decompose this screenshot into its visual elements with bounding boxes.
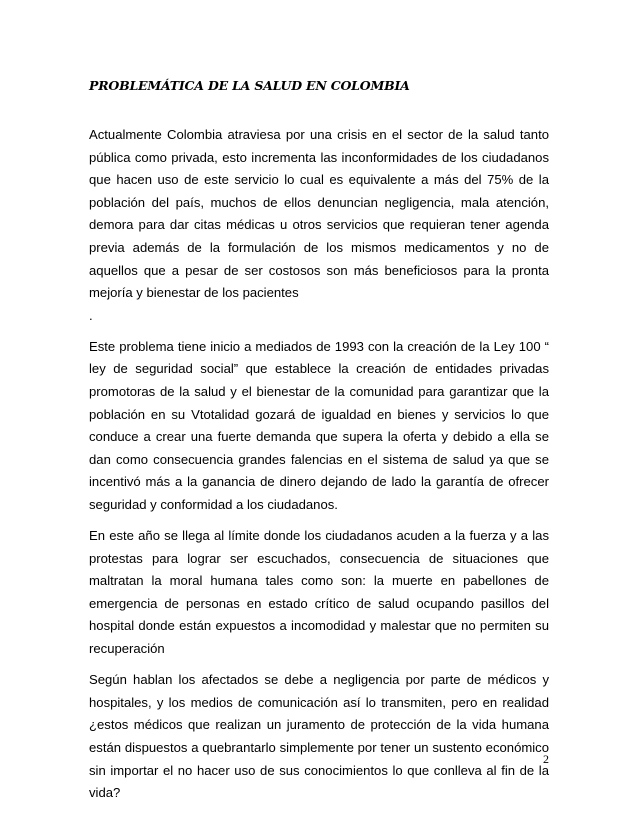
document-title: PROBLEMÁTICA DE LA SALUD EN COLOMBIA: [89, 78, 410, 93]
paragraph-2: Este problema tiene inicio a mediados de 1993 con la creación de la Ley 100 “ ley de seguridad social” que establece la creación de entidades privadas promotoras de la salud y el bienestar de la comunidad para garantizar que la población en su Vtotalidad gozará de igualdad en bienes y servicios lo que conduce a crear una fuerte demanda que supera la oferta y debido a ella se dan como consecuencia grandes falencias en el sistema de salud ya que se incentivó más a la ganancia de dinero dejando de lado la garantía de ofrecer seguridad y conformidad a los ciudadanos.: [89, 338, 549, 512]
paragraph-3: En este año se llega al límite donde los ciudadanos acuden a la fuerza y a las protestas para lograr ser escuchados, consecuencia de situaciones que maltratan la moral humana tales como son: la muerte en pabellones de emergencia de personas en estado crítico de salud ocupando pasillos del hospital donde están expuestos a incomodidad y malestar que no permiten su recuperación: [89, 528, 549, 657]
document-body: [89, 124, 549, 813]
paragraph-4: Según hablan los afectados se debe a negligencia por parte de médicos y hospitales, y los medios de comunicación así lo transmiten, pero en realidad ¿estos médicos que realizan un juramento de protección de la vida humana están dispuestos a quebrantarlo simplemente por tener un sustento económico sin importar el no hacer uso de sus conocimientos lo que conlleva al fin de la vida?: [89, 672, 549, 801]
paragraph-1: Actualmente Colombia atraviesa por una crisis en el sector de la salud tanto pública como privada, esto incrementa las inconformidades de los ciudadanos que hacen uso de este servicio lo cual es equivalente a más del 75% de la población del país, muchos de ellos denuncian negligencia, mala atención, demora para dar citas médicas u otros servicios que requieran tener agenda previa además de la formulación de los mismos medicamentos y no de aquellos que a pesar de ser costosos son más beneficiosos para la pronta mejoría y bienestar de los pacientes .: [89, 127, 549, 323]
page-number: 2: [543, 752, 549, 766]
